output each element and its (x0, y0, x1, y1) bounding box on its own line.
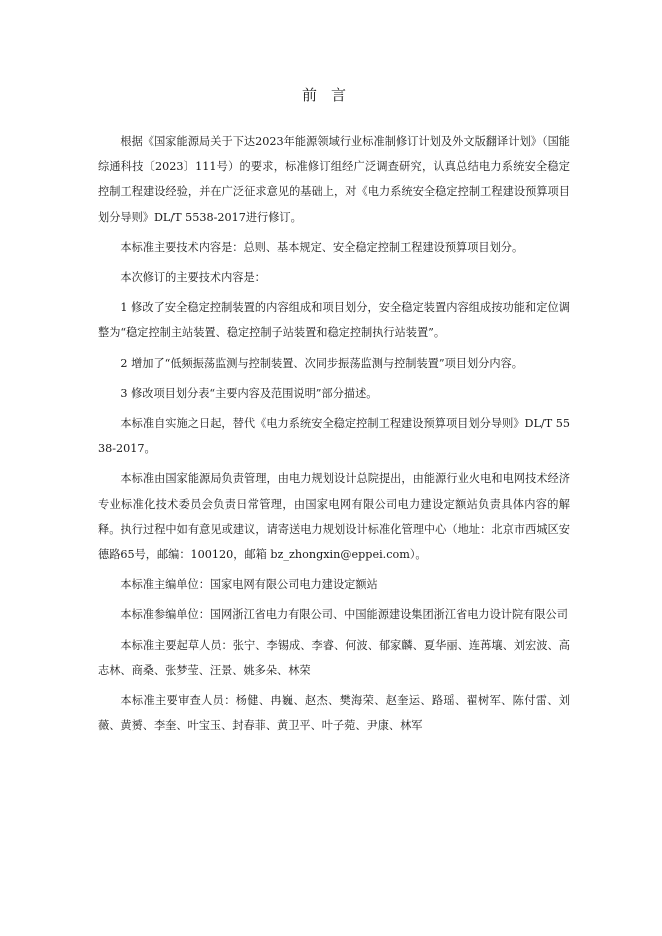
paragraph-management: 本标准由国家能源局负责管理，由电力规划设计总院提出，由能源行业火电和电网技术经济专业标准化技术委员会负责日常管理，由国家电网有限公司电力建设定额站负责具体内容的解释。执行过程中如有意见或建议，请寄送电力规划设计标准化管理中心（地址：北京市西城区安德路65号，邮编：100120，邮箱 bz_zhongxin@eppei.com）。 (98, 472, 570, 562)
paragraph-revision-item-2: 2 增加了“低频振荡监测与控制装置、次同步振荡监测与控制装置”项目划分内容。 (120, 356, 523, 370)
paragraph-chief-editor: 本标准主编单位：国家电网有限公司电力建设定额站 (120, 578, 378, 592)
foreword-body (98, 129, 570, 743)
paragraph-revision-item-3: 3 修改项目划分表“主要内容及范围说明”部分描述。 (120, 386, 378, 400)
paragraph-reviewers: 本标准主要审查人员：杨健、冉巍、赵杰、樊海荣、赵奎运、路瑶、翟树军、陈付雷、刘薇、黄赟、李奎、叶宝玉、封春菲、黄卫平、叶子菀、尹康、林军 (98, 694, 570, 733)
paragraph-basis: 根据《国家能源局关于下达2023年能源领域行业标准制修订计划及外文版翻译计划》（国能综通科技〔2023〕111号）的要求，标准修订组经广泛调查研究，认真总结电力系统安全稳定控制工程建设经验，并在广泛征求意见的基础上，对《电力系统安全稳定控制工程建设预算项目划分导则》DL/T 5538-2017进行修订。 (98, 135, 570, 224)
page-title: 前言 (301, 86, 360, 104)
paragraph-main-content: 本标准主要技术内容是：总则、基本规定、安全稳定控制工程建设预算项目划分。 (120, 240, 524, 254)
paragraph-revision-item-1: 1 修改了安全稳定控制装置的内容组成和项目划分，安全稳定装置内容组成按功能和定位调整为“稳定控制主站装置、稳定控制子站装置和稳定控制执行站装置”。 (98, 301, 570, 340)
paragraph-drafters: 本标准主要起草人员：张宁、李锡成、李睿、何波、郁家麟、夏华丽、连苒壤、刘宏波、高志林、商桑、张梦莹、汪景、姚多朵、林荣 (98, 638, 570, 677)
paragraph-replacement: 本标准自实施之日起，替代《电力系统安全稳定控制工程建设预算项目划分导则》DL/T 5538-2017。 (98, 417, 570, 456)
paragraph-participating-units: 本标准参编单位：国网浙江省电力有限公司、中国能源建设集团浙江省电力设计院有限公司 (120, 608, 568, 622)
paragraph-revision-intro: 本次修订的主要技术内容是： (120, 271, 266, 285)
